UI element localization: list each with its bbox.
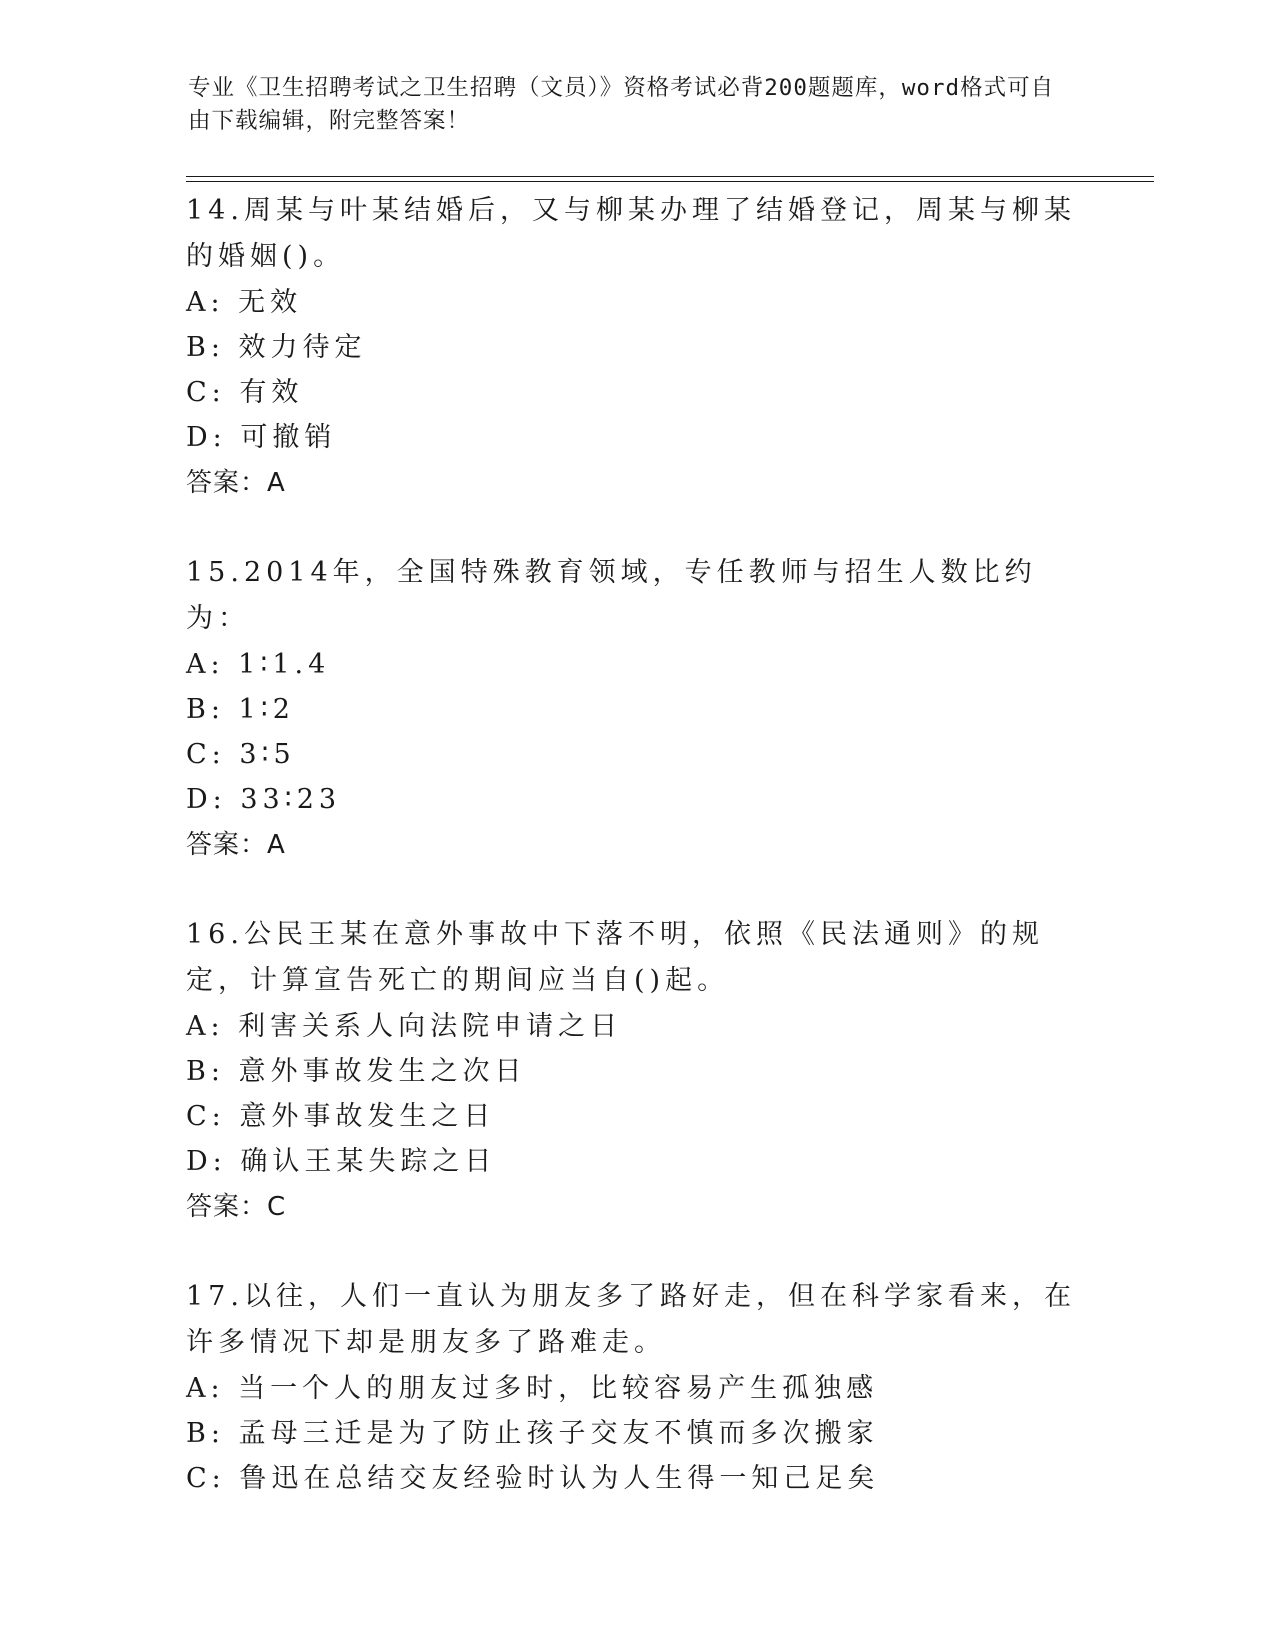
option-b: B: 1∶2 xyxy=(186,694,295,725)
answer-line: 答案：A xyxy=(186,468,286,498)
question-17 xyxy=(186,1274,1086,1501)
option-a: A: 1∶1.4 xyxy=(186,649,331,680)
option-d: D: 可撤销 xyxy=(186,422,337,453)
option-a: A: 利害关系人向法院申请之日 xyxy=(186,1011,623,1042)
option-c: C: 鲁迅在总结交友经验时认为人生得一知己足矣 xyxy=(186,1463,880,1494)
option-a: A: 当一个人的朋友过多时，比较容易产生孤独感 xyxy=(186,1373,879,1404)
header-divider-bottom xyxy=(186,181,1154,182)
option-c: C: 意外事故发生之日 xyxy=(186,1101,496,1132)
header-divider-top xyxy=(186,176,1154,177)
document-header: 专业《卫生招聘考试之卫生招聘（文员）》资格考试必背200题题库，word格式可自由下载编辑，附完整答案！ xyxy=(188,75,1055,134)
answer-line: 答案：C xyxy=(186,1192,287,1222)
question-list xyxy=(186,188,1086,1545)
option-b: B: 效力待定 xyxy=(186,332,367,363)
option-d: D: 33∶23 xyxy=(186,784,342,815)
option-d: D: 确认王某失踪之日 xyxy=(186,1146,497,1177)
question-stem: 14.周某与叶某结婚后，又与柳某办理了结婚登记，周某与柳某的婚姻()。 xyxy=(186,195,1076,272)
option-c: C: 有效 xyxy=(186,377,304,408)
answer-line: 答案：A xyxy=(186,830,286,860)
question-16 xyxy=(186,912,1086,1230)
option-a: A: 无效 xyxy=(186,287,303,318)
option-c: C: 3∶5 xyxy=(186,739,296,770)
question-stem: 16.公民王某在意外事故中下落不明，依照《民法通则》的规定，计算宣告死亡的期间应当自()起。 xyxy=(186,919,1044,996)
question-15 xyxy=(186,550,1086,868)
option-b: B: 孟母三迁是为了防止孩子交友不慎而多次搬家 xyxy=(186,1418,879,1449)
option-b: B: 意外事故发生之次日 xyxy=(186,1056,527,1087)
question-stem: 17.以往，人们一直认为朋友多了路好走，但在科学家看来，在许多情况下却是朋友多了路难走。 xyxy=(186,1281,1076,1358)
question-stem: 15.2014年，全国特殊教育领域，专任教师与招生人数比约为： xyxy=(186,557,1037,634)
question-14 xyxy=(186,188,1086,506)
